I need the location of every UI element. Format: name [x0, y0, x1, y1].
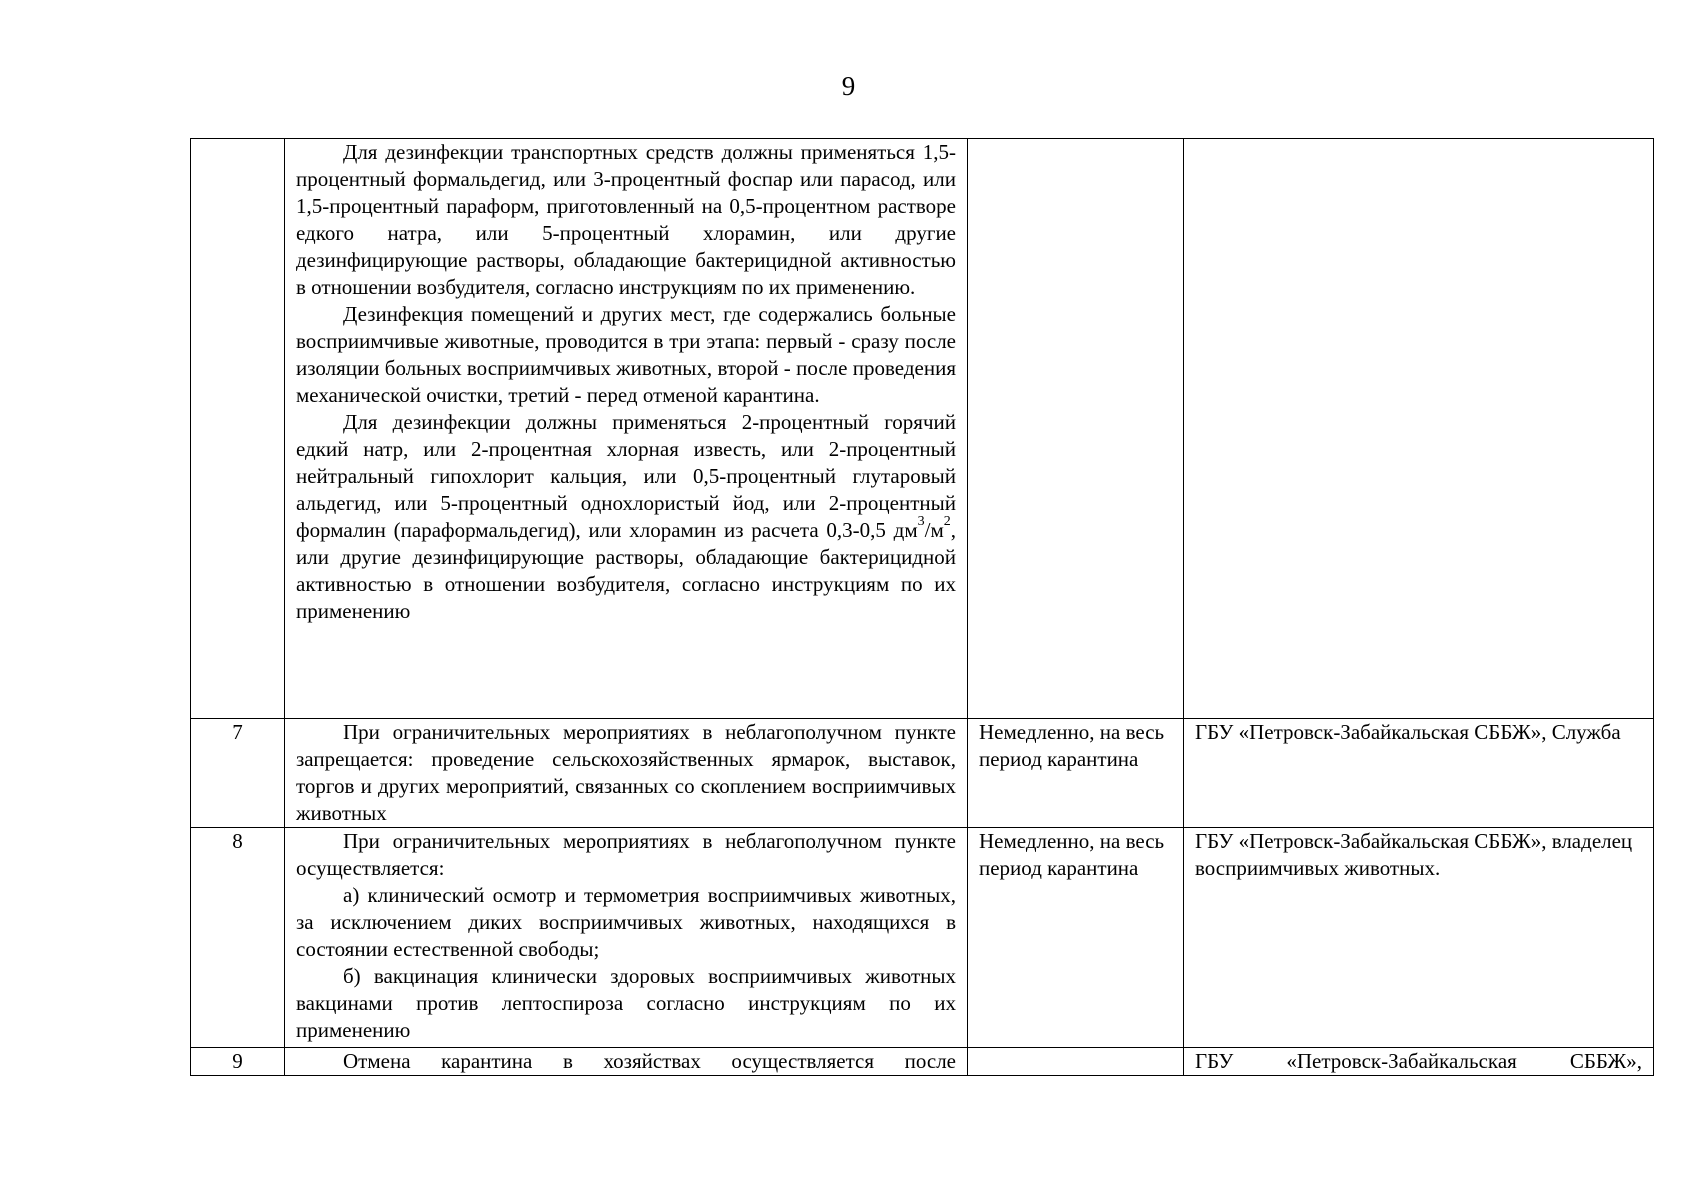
- measure-paragraph: Отмена карантина в хозяйствах осуществляется после: [343, 1049, 956, 1073]
- measure-paragraph: б) вакцинация клинически здоровых восприимчивых животных вакцинами против лептоспироза согласно инструкциям по их применению: [296, 964, 956, 1042]
- responsible-cell: ГБУ «Петровск-Забайкальская СББЖ», владелец восприимчивых животных.: [1184, 828, 1654, 1048]
- page-number: 9: [841, 71, 856, 101]
- deadline-cell: Немедленно, на весь период карантина: [968, 828, 1184, 1048]
- measure-paragraph: При ограничительных мероприятиях в неблагополучном пункте осуществляется:: [296, 829, 956, 880]
- formula-superscript-3: 3: [917, 514, 925, 529]
- responsible-cell: ГБУ «Петровск-Забайкальская СББЖ», Служба: [1184, 719, 1654, 828]
- formula-text-after: , или другие дезинфицирующие растворы, обладающие бактерицидной активностью в отношении возбудителя, согласно инструкциям по их применению: [296, 518, 956, 623]
- measure-paragraph: а) клинический осмотр и термометрия восприимчивых животных, за исключением диких восприимчивых животных, находящихся в состоянии естественной свободы;: [296, 883, 956, 961]
- row-number: 8: [191, 828, 285, 1048]
- measure-text-cell: [285, 828, 968, 1048]
- formula-superscript-2: 2: [943, 514, 951, 529]
- measure-paragraph: При ограничительных мероприятиях в неблагополучном пункте запрещается: проведение сельскохозяйственных ярмарок, выставок, торгов и других мероприятий, связанных со скоплением восприимчивых животных: [296, 720, 956, 825]
- measure-text-cell: [285, 1048, 968, 1076]
- measure-paragraph: Дезинфекция помещений и других мест, где содержались больные восприимчивые животные, проводится в три этапа: первый - сразу после изоляции больных восприимчивых животных, второй - после проведения механической очистки, третий - перед отменой карантина.: [296, 302, 956, 407]
- formula-text-before: Для дезинфекции должны применяться 2-процентный горячий едкий натр, или 2-процентная хлорная известь, или 2-процентный нейтральный гипохлорит кальция, или 0,5-процентный глутаровый альдегид, или 5-процентный однохлористый йод, или 2-процентный формалин (параформальдегид), или хлорамин из расчета 0,3-0,5 дм: [296, 410, 956, 542]
- formula-text-mid: /м: [924, 518, 944, 542]
- row-number: 7: [191, 719, 285, 828]
- deadline-cell: [968, 1048, 1184, 1076]
- table-row: [191, 719, 1654, 828]
- measure-text-cell: [285, 139, 968, 719]
- measure-text-cell: [285, 719, 968, 828]
- row-number: [191, 139, 285, 719]
- measure-paragraph: Для дезинфекции транспортных средств должны применяться 1,5-процентный формальдегид, или 3-процентный фоспар или парасод, или 1,5-процентный параформ, приготовленный на 0,5-процентном растворе едкого натра, или 5-процентный хлорамин, или другие дезинфицирующие растворы, обладающие бактерицидной активностью в отношении возбудителя, согласно инструкциям по их применению.: [296, 140, 956, 299]
- row-number: 9: [191, 1048, 285, 1076]
- table-row: [191, 139, 1654, 719]
- table-row: [191, 1048, 1654, 1076]
- measures-table: [190, 138, 1654, 1076]
- table-row: [191, 828, 1654, 1048]
- responsible-cell: [1184, 139, 1654, 719]
- responsible-cell: ГБУ «Петровск-Забайкальская СББЖ»,: [1184, 1048, 1654, 1076]
- deadline-cell: [968, 139, 1184, 719]
- deadline-cell: Немедленно, на весь период карантина: [968, 719, 1184, 828]
- measure-paragraph-formula: [296, 409, 956, 625]
